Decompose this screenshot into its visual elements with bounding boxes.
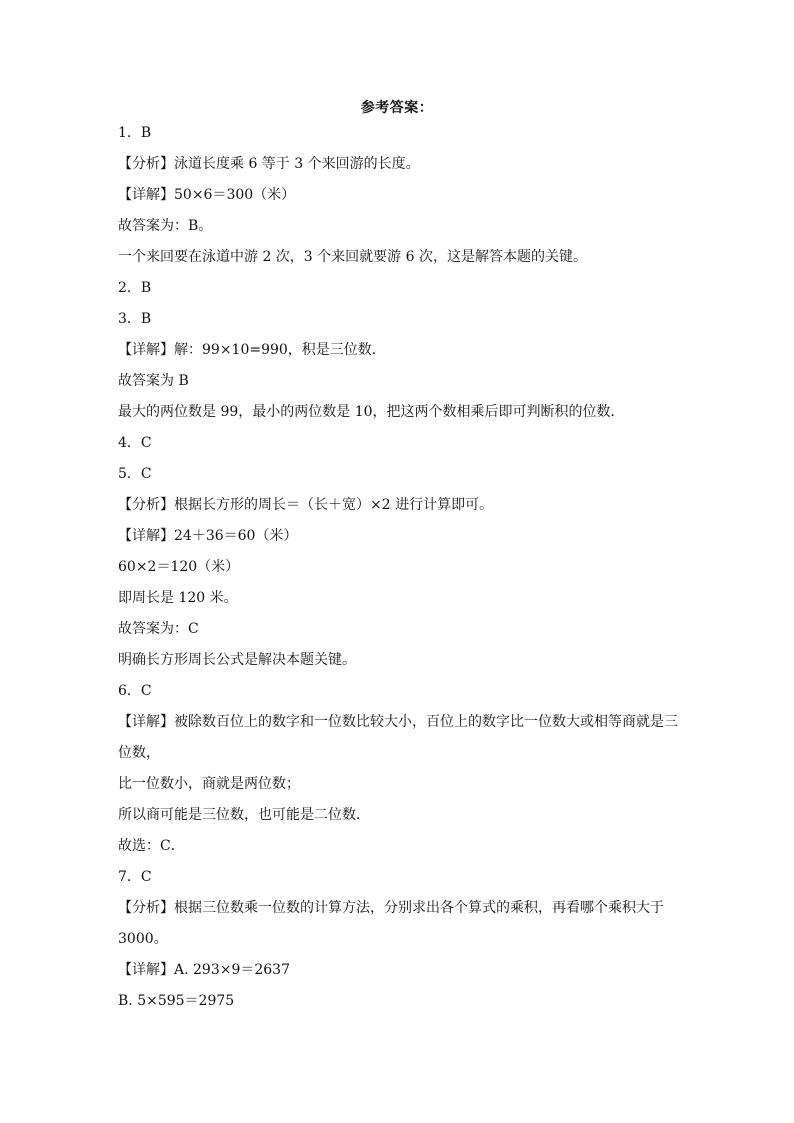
- answer-line: 位数，: [118, 745, 160, 761]
- answer-line: 5．C: [118, 466, 152, 482]
- page-title: 参考答案：: [360, 100, 434, 116]
- answer-line: 最大的两位数是 99，最小的两位数是 10，把这两个数相乘后即可判断积的位数．: [118, 404, 625, 420]
- answer-line: 【分析】根据长方形的周长＝（长＋宽）×2 进行计算即可。: [118, 497, 494, 513]
- answer-line: 所以商可能是三位数，也可能是二位数．: [118, 807, 370, 823]
- answer-line: 【详解】被除数百位上的数字和一位数比较大小，百位上的数字比一位数大或相等商就是三: [118, 714, 678, 730]
- answer-line: 4．C: [118, 435, 152, 451]
- answer-line: 故选：C．: [118, 838, 185, 854]
- answer-line: 【详解】50×6＝300（米）: [118, 187, 296, 203]
- answer-line: 故答案为：C: [118, 621, 199, 637]
- answer-line: 【分析】泳道长度乘 6 等于 3 个来回游的长度。: [118, 156, 420, 172]
- answer-line: 1．B: [118, 125, 152, 141]
- answer-line: 3．B: [118, 311, 152, 327]
- answer-line: B. 5×595＝2975: [118, 993, 235, 1009]
- answer-line: 60×2＝120（米）: [118, 559, 240, 575]
- answer-line: 2．B: [118, 280, 152, 296]
- answer-line: 明确长方形周长公式是解决本题关键。: [118, 652, 356, 668]
- answer-line: 【详解】解：99×10=990，积是三位数.: [118, 342, 377, 358]
- answer-line: 【详解】24＋36＝60（米）: [118, 528, 298, 544]
- answer-line: 3000。: [118, 931, 168, 947]
- answer-line: 比一位数小，商就是两位数；: [118, 776, 300, 792]
- answer-line: 7．C: [118, 869, 152, 885]
- answer-line: 【分析】根据三位数乘一位数的计算方法，分别求出各个算式的乘积，再看哪个乘积大于: [118, 900, 664, 916]
- answer-line: 一个来回要在泳道中游 2 次，3 个来回就要游 6 次，这是解答本题的关键。: [118, 249, 587, 265]
- answer-line: 6．C: [118, 683, 152, 699]
- answer-line: 故答案为：B。: [118, 218, 213, 234]
- answer-line: 故答案为 B: [118, 373, 189, 389]
- answer-line: 【详解】A. 293×9＝2637: [118, 962, 290, 978]
- answer-line: 即周长是 120 米。: [118, 590, 238, 606]
